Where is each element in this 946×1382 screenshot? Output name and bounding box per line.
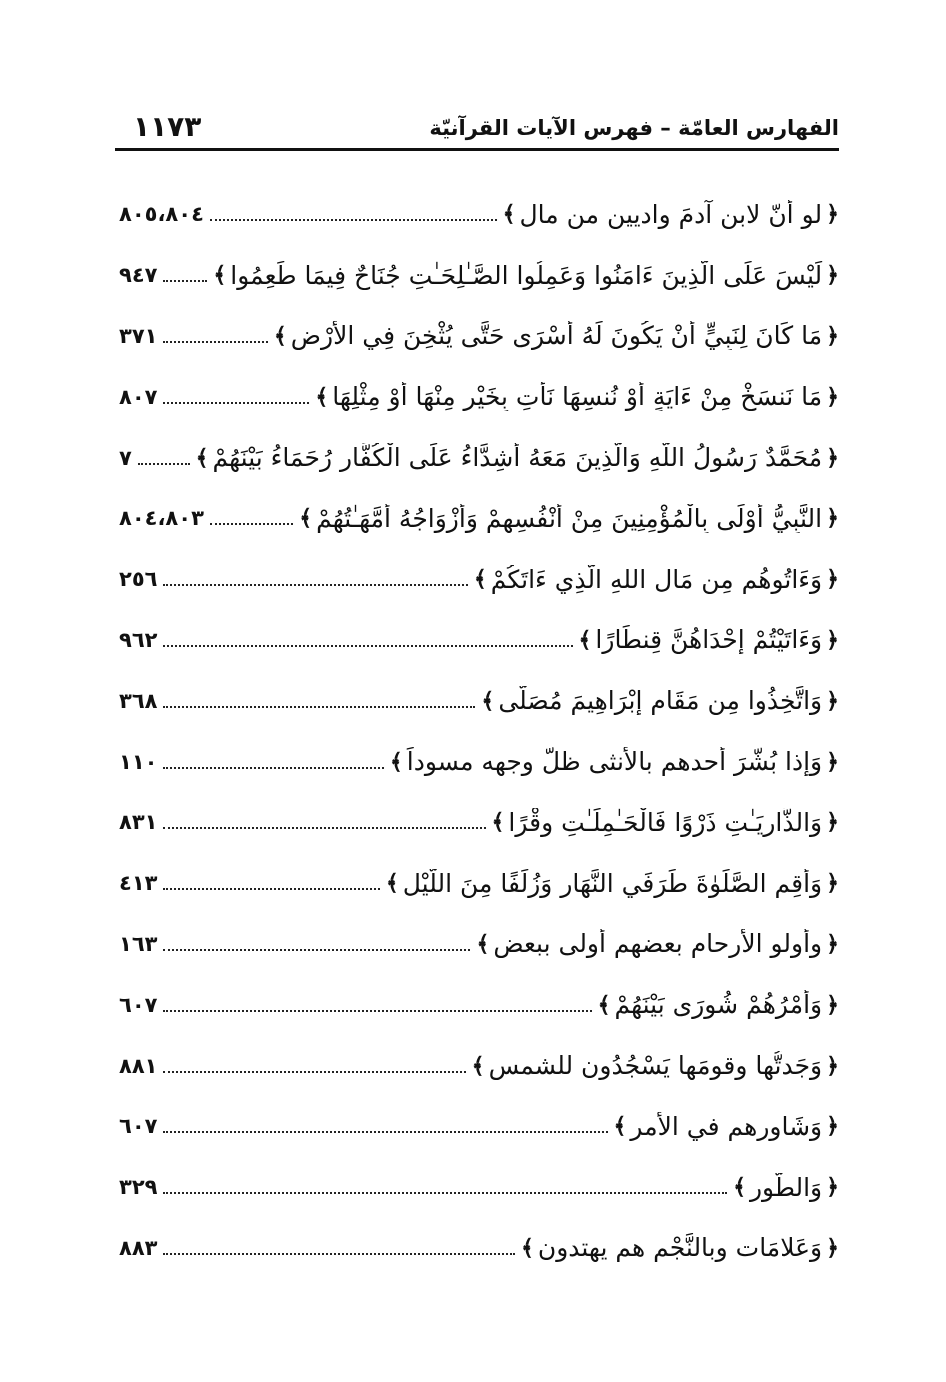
verse-text: النَّبِيُّ أَوْلَى بِالْمُؤْمِنِينَ مِنْ أَنْفُسِهِمْ وَأَزْوَاجُهُ أُمَّهَـٰتُهُمْ bbox=[316, 503, 823, 533]
index-entry bbox=[115, 366, 839, 427]
entry-page-reference: ٨٣١ bbox=[119, 810, 158, 835]
entry-verse bbox=[733, 1173, 839, 1202]
ornate-bracket-close-icon: ﴾ bbox=[578, 626, 592, 653]
ornate-bracket-close-icon: ﴾ bbox=[473, 566, 487, 593]
ornate-bracket-open-icon: ﴿ bbox=[826, 930, 839, 957]
index-entry bbox=[115, 974, 839, 1035]
dot-leader bbox=[163, 1253, 514, 1255]
index-entry bbox=[115, 1218, 839, 1279]
entry-page-reference: ٨٠٥،٨٠٤ bbox=[119, 202, 204, 227]
header-rule bbox=[115, 148, 839, 151]
verse-text: مَا كَانَ لِنَبِيٍّ أَنْ يَكُونَ لَهُ أَسْرَى حَتَّى يُثْخِنَ فِي الأَرْضِ bbox=[290, 321, 823, 351]
dot-leader bbox=[163, 1010, 591, 1012]
entry-page-reference: ٢٥٦ bbox=[119, 567, 158, 592]
index-entry bbox=[115, 1157, 839, 1218]
ornate-bracket-close-icon: ﴾ bbox=[597, 991, 611, 1018]
dot-leader bbox=[210, 523, 293, 525]
ornate-bracket-close-icon: ﴾ bbox=[385, 870, 399, 897]
ornate-bracket-open-icon: ﴿ bbox=[826, 809, 839, 836]
index-entry bbox=[115, 1096, 839, 1157]
entry-verse bbox=[196, 443, 839, 472]
verse-text: مُحَمَّدٌ رَسُولُ اللَّهِ وَالَّذِينَ مَعَهُ أَشِدَّاءُ عَلَى الْكُفَّارِ رُحَمَاءُ بَيْنَهُمْ bbox=[212, 443, 823, 473]
entry-verse bbox=[503, 200, 839, 229]
ornate-bracket-open-icon: ﴿ bbox=[826, 383, 839, 410]
entry-page-reference: ٨٠٧ bbox=[119, 384, 158, 409]
ornate-bracket-close-icon: ﴾ bbox=[502, 201, 516, 228]
dot-leader bbox=[163, 1131, 607, 1133]
dot-leader bbox=[163, 1071, 465, 1073]
dot-leader bbox=[163, 827, 485, 829]
verse-text: وَاتَّخِذُوا مِن مَقَامِ إِبْرَاهِيمَ مُصَلًّى bbox=[498, 686, 823, 716]
index-entry bbox=[115, 731, 839, 792]
entry-page-reference: ٨٨٣ bbox=[119, 1235, 158, 1260]
ornate-bracket-close-icon: ﴾ bbox=[273, 322, 287, 349]
entry-verse bbox=[481, 686, 839, 715]
verse-text: وَالذَّارِيَـٰتِ ذَرْوًا فَالْحَـٰمِلَـٰتِ وِقْرًا bbox=[508, 807, 823, 837]
ornate-bracket-open-icon: ﴿ bbox=[826, 444, 839, 471]
index-entry bbox=[115, 184, 839, 245]
ornate-bracket-open-icon: ﴿ bbox=[826, 748, 839, 775]
ornate-bracket-close-icon: ﴾ bbox=[471, 1052, 485, 1079]
entry-page-reference: ٣٢٩ bbox=[119, 1175, 158, 1200]
verse-text: وَشَاوِرهم في الأمر bbox=[630, 1111, 823, 1141]
dot-leader bbox=[163, 645, 572, 647]
verse-text: وَءَاتُوهُم مِن مَالِ اللهِ الَّذِي ءَاتَكُمْ bbox=[490, 564, 823, 594]
index-entry bbox=[115, 853, 839, 914]
index-entry bbox=[115, 245, 839, 306]
entry-verse bbox=[386, 869, 839, 898]
running-title: الفهارس العامّة – فهرس الآيات القرآنيّة bbox=[429, 116, 839, 140]
ornate-bracket-open-icon: ﴿ bbox=[826, 201, 839, 228]
ornate-bracket-close-icon: ﴾ bbox=[733, 1174, 746, 1201]
entry-verse bbox=[579, 625, 839, 654]
dot-leader bbox=[138, 463, 190, 465]
entry-verse bbox=[521, 1233, 839, 1262]
ornate-bracket-open-icon: ﴿ bbox=[826, 870, 839, 897]
ornate-bracket-close-icon: ﴾ bbox=[481, 687, 495, 714]
dot-leader bbox=[163, 888, 379, 890]
page-header bbox=[115, 102, 839, 148]
index-entry bbox=[115, 488, 839, 549]
entry-page-reference: ٤١٣ bbox=[119, 871, 158, 896]
verse-text: وَإذا بُشّرَ أحدهم بالأنثى ظلّ وجهه مسوداً bbox=[406, 747, 823, 777]
index-entry bbox=[115, 670, 839, 731]
entry-page-reference: ٦٠٧ bbox=[119, 992, 158, 1017]
ornate-bracket-open-icon: ﴿ bbox=[826, 687, 839, 714]
entry-verse bbox=[474, 565, 839, 594]
entry-page-reference: ٣٦٨ bbox=[119, 688, 158, 713]
dot-leader bbox=[163, 280, 207, 282]
entry-verse bbox=[274, 321, 839, 350]
ornate-bracket-close-icon: ﴾ bbox=[476, 930, 490, 957]
ornate-bracket-open-icon: ﴿ bbox=[826, 322, 839, 349]
verse-text: وَجَدتُّها وقومَها يَسْجُدُون للشمس bbox=[488, 1051, 823, 1081]
ornate-bracket-close-icon: ﴾ bbox=[299, 505, 313, 532]
entry-verse bbox=[476, 929, 839, 958]
ornate-bracket-close-icon: ﴾ bbox=[195, 444, 209, 471]
verse-text: وأولو الأرحام بعضهم أولى ببعض bbox=[493, 929, 823, 959]
index-entry bbox=[115, 610, 839, 671]
entry-page-reference: ٨٨١ bbox=[119, 1053, 158, 1078]
index-entry bbox=[115, 914, 839, 975]
ornate-bracket-open-icon: ﴿ bbox=[826, 626, 839, 653]
entry-verse bbox=[472, 1051, 839, 1080]
verse-text: وَعَلامَات وبالنَّجْمِ هم يهتدون bbox=[537, 1233, 823, 1263]
verse-text: وَأَقِمِ الصَّلَوٰةَ طَرَفَيِ النَّهَارِ وَزُلَفًا مِنَ اللَّيْلِ bbox=[402, 868, 823, 898]
entry-page-reference: ١١٠ bbox=[119, 749, 158, 774]
dot-leader bbox=[163, 706, 475, 708]
entry-verse bbox=[213, 261, 839, 290]
entry-verse bbox=[299, 504, 839, 533]
entry-verse bbox=[492, 808, 839, 837]
verse-text: لَيْسَ عَلَى الَّذِينَ ءَامَنُوا وَعَمِلُوا الصَّـٰلِحَـٰتِ جُنَاحٌ فِيمَا طَعِمُوا bbox=[230, 260, 823, 290]
dot-leader bbox=[163, 341, 267, 343]
entry-page-reference: ٦٠٧ bbox=[119, 1114, 158, 1139]
verse-text: وَءَاتَيْتُمْ إِحْدَاهُنَّ قِنطَارًا bbox=[595, 625, 823, 655]
entry-page-reference: ٧ bbox=[119, 445, 132, 470]
ornate-bracket-close-icon: ﴾ bbox=[315, 383, 329, 410]
entry-verse bbox=[390, 747, 839, 776]
entry-verse bbox=[598, 990, 839, 1019]
entry-page-reference: ٨٠٤،٨٠٣ bbox=[119, 506, 204, 531]
ornate-bracket-open-icon: ﴿ bbox=[826, 1113, 839, 1140]
dot-leader bbox=[163, 1192, 727, 1194]
ornate-bracket-close-icon: ﴾ bbox=[613, 1113, 627, 1140]
index-entry bbox=[115, 306, 839, 367]
index-entry bbox=[115, 792, 839, 853]
entry-page-reference: ١٦٣ bbox=[119, 931, 158, 956]
ornate-bracket-close-icon: ﴾ bbox=[213, 262, 227, 289]
ornate-bracket-open-icon: ﴿ bbox=[826, 505, 839, 532]
dot-leader bbox=[163, 584, 467, 586]
entry-page-reference: ٩٤٧ bbox=[119, 263, 158, 288]
index-entry bbox=[115, 427, 839, 488]
verse-text: مَا نَنسَخْ مِنْ ءَايَةٍ أَوْ نُنسِهَا نَأْتِ بِخَيْرٍ مِنْهَا أَوْ مِثْلِهَا bbox=[332, 382, 823, 412]
index-entry bbox=[115, 1035, 839, 1096]
entry-page-reference: ٩٦٢ bbox=[119, 627, 158, 652]
dot-leader bbox=[163, 767, 383, 769]
entry-verse bbox=[614, 1112, 839, 1141]
ornate-bracket-open-icon: ﴿ bbox=[826, 1174, 839, 1201]
ornate-bracket-open-icon: ﴿ bbox=[826, 1234, 839, 1261]
ornate-bracket-open-icon: ﴿ bbox=[826, 262, 839, 289]
verse-index-list bbox=[115, 184, 839, 1278]
verse-text: وَالطُّورِ bbox=[749, 1172, 823, 1202]
page-number: ١١٧٣ bbox=[133, 110, 202, 143]
verse-text: لو أنّ لابن آدمَ واديين من مال bbox=[519, 199, 823, 229]
index-entry bbox=[115, 549, 839, 610]
ornate-bracket-open-icon: ﴿ bbox=[826, 1052, 839, 1079]
entry-verse bbox=[315, 382, 839, 411]
dot-leader bbox=[210, 219, 497, 221]
entry-page-reference: ٣٧١ bbox=[119, 323, 158, 348]
ornate-bracket-close-icon: ﴾ bbox=[389, 748, 403, 775]
verse-text: وَأَمْرُهُمْ شُورَى بَيْنَهُمْ bbox=[614, 990, 823, 1020]
dot-leader bbox=[163, 949, 470, 951]
ornate-bracket-close-icon: ﴾ bbox=[520, 1234, 534, 1261]
ornate-bracket-open-icon: ﴿ bbox=[826, 566, 839, 593]
dot-leader bbox=[163, 402, 309, 404]
ornate-bracket-close-icon: ﴾ bbox=[491, 809, 505, 836]
ornate-bracket-open-icon: ﴿ bbox=[826, 991, 839, 1018]
